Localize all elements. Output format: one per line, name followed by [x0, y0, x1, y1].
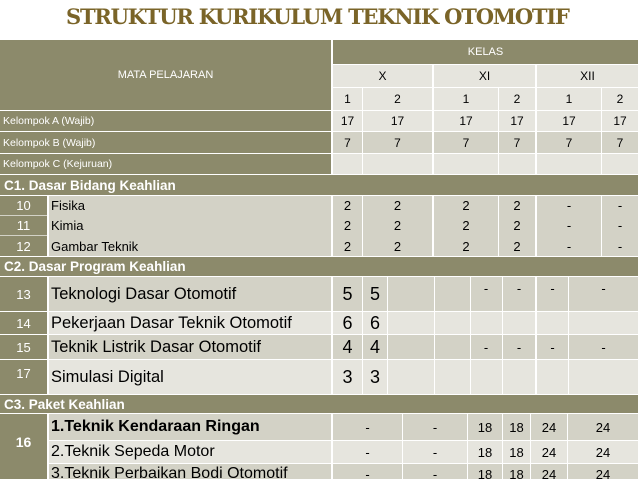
value-cell: 2 — [343, 238, 352, 254]
value-cell: 3 — [342, 366, 353, 387]
value-cell: 5 — [369, 283, 380, 304]
subject-name: Simulasi Digital — [51, 367, 164, 386]
semester-cell: 1 — [333, 88, 362, 110]
curriculum-table — [0, 40, 638, 482]
row-number: 11 — [0, 216, 47, 235]
row-number: 15 — [0, 335, 47, 359]
value-cell: - — [432, 419, 438, 435]
value-cell: 2 — [462, 238, 470, 254]
group-label: Kelompok A (Wajib) — [3, 115, 95, 127]
subject-name: Gambar Teknik — [51, 238, 139, 254]
value-cell: - — [617, 198, 623, 213]
header-kelas: KELAS — [333, 40, 638, 64]
value-cell: 17 — [537, 111, 601, 131]
semester-cell: 1 — [434, 88, 498, 110]
value-cell: 24 — [595, 467, 611, 482]
value-cell: 18 — [509, 419, 524, 435]
value-cell: 7 — [499, 132, 535, 153]
value-cell — [333, 154, 362, 174]
value-cell: 17 — [363, 111, 432, 131]
value-cell: 24 — [595, 419, 611, 435]
value-cell: 7 — [363, 132, 432, 153]
value-cell: 18 — [509, 467, 524, 482]
value-cell: 7 — [602, 132, 638, 153]
value-cell: - — [566, 218, 572, 233]
value-cell: 18 — [477, 419, 493, 435]
value-cell: - — [365, 467, 370, 482]
value-cell: 17 — [434, 111, 498, 131]
value-cell: - — [601, 339, 606, 355]
grade-x: X — [333, 65, 432, 87]
value-cell: - — [550, 280, 555, 296]
value-cell: 2 — [513, 218, 521, 233]
group-label: Kelompok C (Kejuruan) — [3, 158, 113, 170]
subject-name: Fisika — [51, 198, 85, 213]
value-cell: 18 — [509, 444, 524, 460]
value-cell — [363, 154, 432, 174]
value-cell — [537, 154, 601, 174]
value-cell: 2 — [393, 198, 402, 213]
value-cell: 2 — [462, 198, 470, 213]
value-cell: - — [432, 444, 438, 460]
value-cell: 7 — [537, 132, 601, 153]
value-cell: 2 — [343, 198, 352, 213]
value-cell: 2 — [513, 198, 521, 213]
value-cell: 24 — [541, 467, 557, 482]
semester-cell: 2 — [602, 88, 638, 110]
value-cell — [602, 154, 638, 174]
value-cell: - — [432, 467, 438, 482]
value-cell: 17 — [333, 111, 362, 131]
group-label: Kelompok B (Wajib) — [3, 136, 96, 149]
value-cell — [499, 154, 535, 174]
value-cell: 7 — [333, 132, 362, 153]
row-number: 10 — [0, 196, 47, 215]
value-cell: 24 — [595, 444, 611, 460]
value-cell: - — [516, 339, 522, 355]
row-number: 13 — [0, 277, 47, 311]
value-cell: 2 — [343, 218, 352, 233]
section-c3-label: C3. Paket Keahlian — [4, 396, 125, 412]
value-cell — [434, 154, 498, 174]
value-cell: 18 — [477, 444, 493, 460]
value-cell: - — [483, 339, 489, 355]
subject-name: Teknik Listrik Dasar Otomotif — [51, 337, 261, 356]
value-cell: 4 — [369, 336, 380, 357]
value-cell: 18 — [477, 467, 493, 482]
value-cell: - — [566, 198, 572, 213]
subject-name: Teknologi Dasar Otomotif — [51, 284, 237, 303]
row-number: 12 — [0, 236, 47, 256]
header-mata-pelajaran-label: MATA PELAJARAN — [117, 69, 214, 81]
value-cell: 17 — [499, 111, 535, 131]
value-cell: 24 — [541, 419, 557, 435]
row-number: 14 — [0, 312, 47, 334]
value-cell: - — [516, 280, 522, 296]
value-cell: 4 — [342, 336, 353, 357]
value-cell: - — [617, 218, 623, 233]
grade-xii: XII — [537, 65, 638, 87]
value-cell: 2 — [462, 218, 470, 233]
page-title: STRUKTUR KURIKULUM TEKNIK OTOMOTIF — [66, 4, 569, 29]
package-name: 2.Teknik Sepeda Motor — [51, 443, 215, 460]
value-cell: 2 — [393, 238, 402, 254]
value-cell: 2 — [513, 238, 521, 254]
semester-cell: 1 — [537, 88, 601, 110]
semester-cell: 2 — [363, 88, 432, 110]
value-cell: 24 — [541, 444, 557, 460]
section-c1-label: C1. Dasar Bidang Keahlian — [4, 177, 176, 193]
value-cell: - — [365, 419, 370, 435]
value-cell: - — [483, 280, 489, 296]
row-number: 16 — [0, 414, 47, 479]
row-number: 17 — [0, 360, 47, 394]
subject-name: Kimia — [51, 218, 84, 233]
value-cell: - — [550, 339, 555, 355]
value-cell: - — [601, 280, 606, 296]
package-name: 1.Teknik Kendaraan Ringan — [51, 418, 260, 435]
package-name: 3.Teknik Perbaikan Bodi Otomotif — [51, 465, 288, 482]
grade-xi: XI — [434, 65, 535, 87]
semester-cell: 2 — [499, 88, 535, 110]
value-cell: 6 — [369, 312, 380, 333]
value-cell: 6 — [342, 312, 353, 333]
value-cell: 5 — [342, 283, 353, 304]
value-cell: 7 — [434, 132, 498, 153]
value-cell: - — [566, 238, 572, 254]
value-cell: - — [365, 444, 370, 460]
subject-name: Pekerjaan Dasar Teknik Otomotif — [51, 313, 292, 332]
value-cell: 17 — [602, 111, 638, 131]
value-cell: 2 — [393, 218, 402, 233]
value-cell: - — [617, 238, 623, 254]
section-c2-label: C2. Dasar Program Keahlian — [4, 259, 186, 274]
value-cell: 3 — [369, 366, 380, 387]
